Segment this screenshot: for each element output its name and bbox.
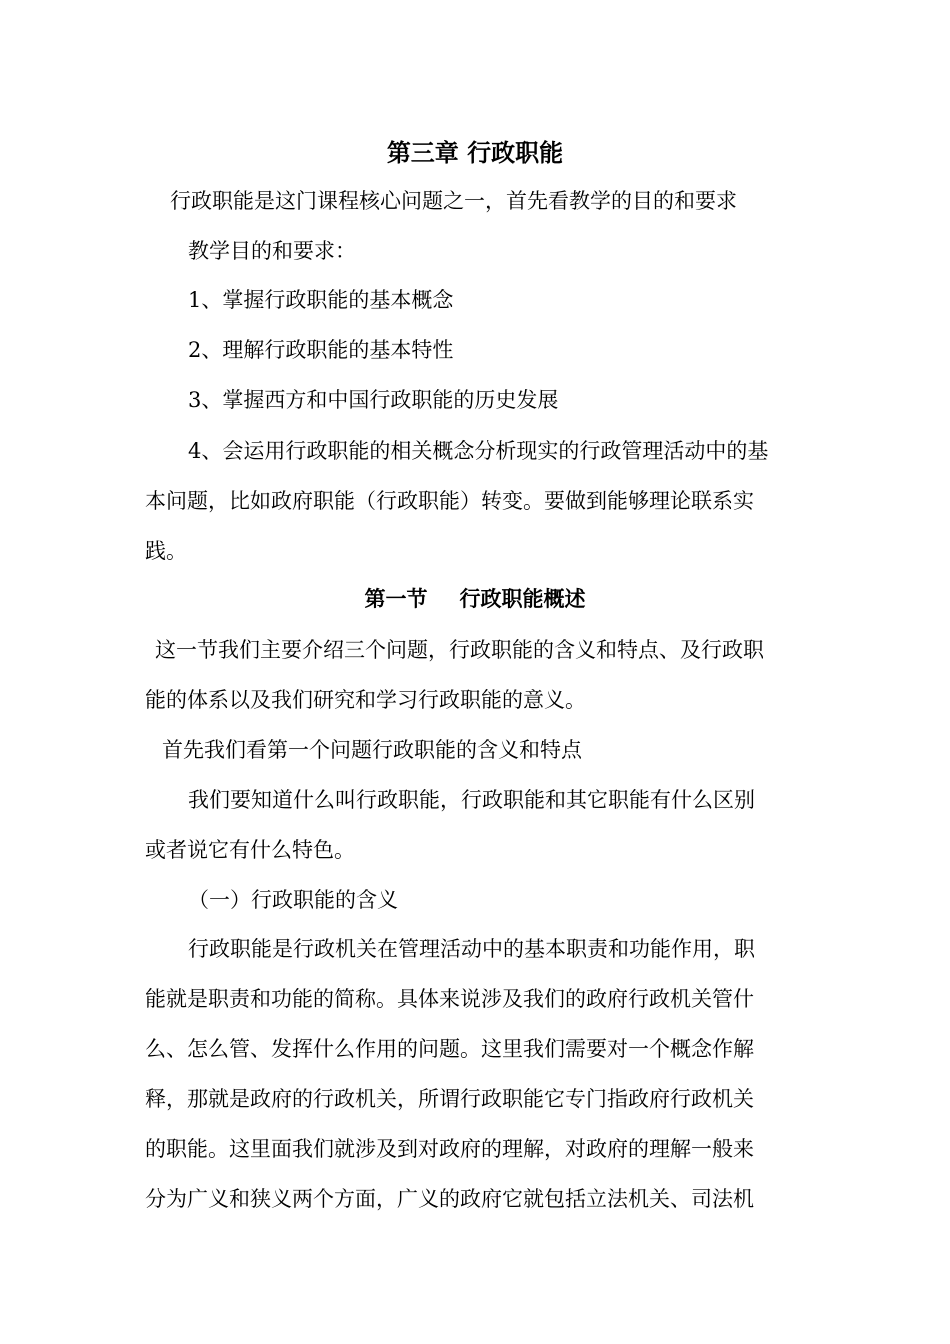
paragraph-line: 我们要知道什么叫行政职能，行政职能和其它职能有什么区别 — [188, 788, 755, 812]
intro-line: 行政职能是这门课程核心问题之一，首先看教学的目的和要求 — [170, 189, 737, 213]
paragraph-line: 践。 — [145, 539, 187, 563]
paragraph-line: 本问题，比如政府职能（行政职能）转变。要做到能够理论联系实 — [145, 489, 754, 513]
paragraph-line: 么、怎么管、发挥什么作用的问题。这里我们需要对一个概念作解 — [145, 1037, 754, 1061]
objective-item-4: 4、会运用行政职能的相关概念分析现实的行政管理活动中的基 — [188, 439, 769, 463]
paragraph-line: 分为广义和狭义两个方面，广义的政府它就包括立法机关、司法机 — [145, 1187, 754, 1211]
objective-item: 1、掌握行政职能的基本概念 — [188, 288, 454, 312]
section-intro-line: 这一节我们主要介绍三个问题，行政职能的含义和特点、及行政职 — [155, 638, 764, 662]
paragraph-line: 能就是职责和功能的简称。具体来说涉及我们的政府行政机关管什 — [145, 987, 754, 1011]
objective-item: 2、理解行政职能的基本特性 — [188, 338, 454, 362]
objectives-heading: 教学目的和要求： — [188, 239, 356, 263]
first-question-line: 首先我们看第一个问题行政职能的含义和特点 — [162, 738, 582, 762]
objective-item: 3、掌握西方和中国行政职能的历史发展 — [188, 388, 559, 412]
paragraph-line: 的职能。这里面我们就涉及到对政府的理解，对政府的理解一般来 — [145, 1137, 754, 1161]
section-heading — [0, 584, 950, 614]
section-title: 行政职能概述 — [459, 587, 586, 611]
subheading: （一）行政职能的含义 — [188, 888, 398, 912]
section-number: 第一节 — [364, 587, 428, 611]
chapter-title: 第三章 行政职能 — [386, 139, 564, 167]
paragraph-line: 能的体系以及我们研究和学习行政职能的意义。 — [145, 688, 586, 712]
paragraph-line: 行政职能是行政机关在管理活动中的基本职责和功能作用，职 — [188, 937, 755, 961]
paragraph-line: 或者说它有什么特色。 — [145, 838, 355, 862]
paragraph-line: 释，那就是政府的行政机关，所谓行政职能它专门指政府行政机关 — [145, 1087, 754, 1111]
